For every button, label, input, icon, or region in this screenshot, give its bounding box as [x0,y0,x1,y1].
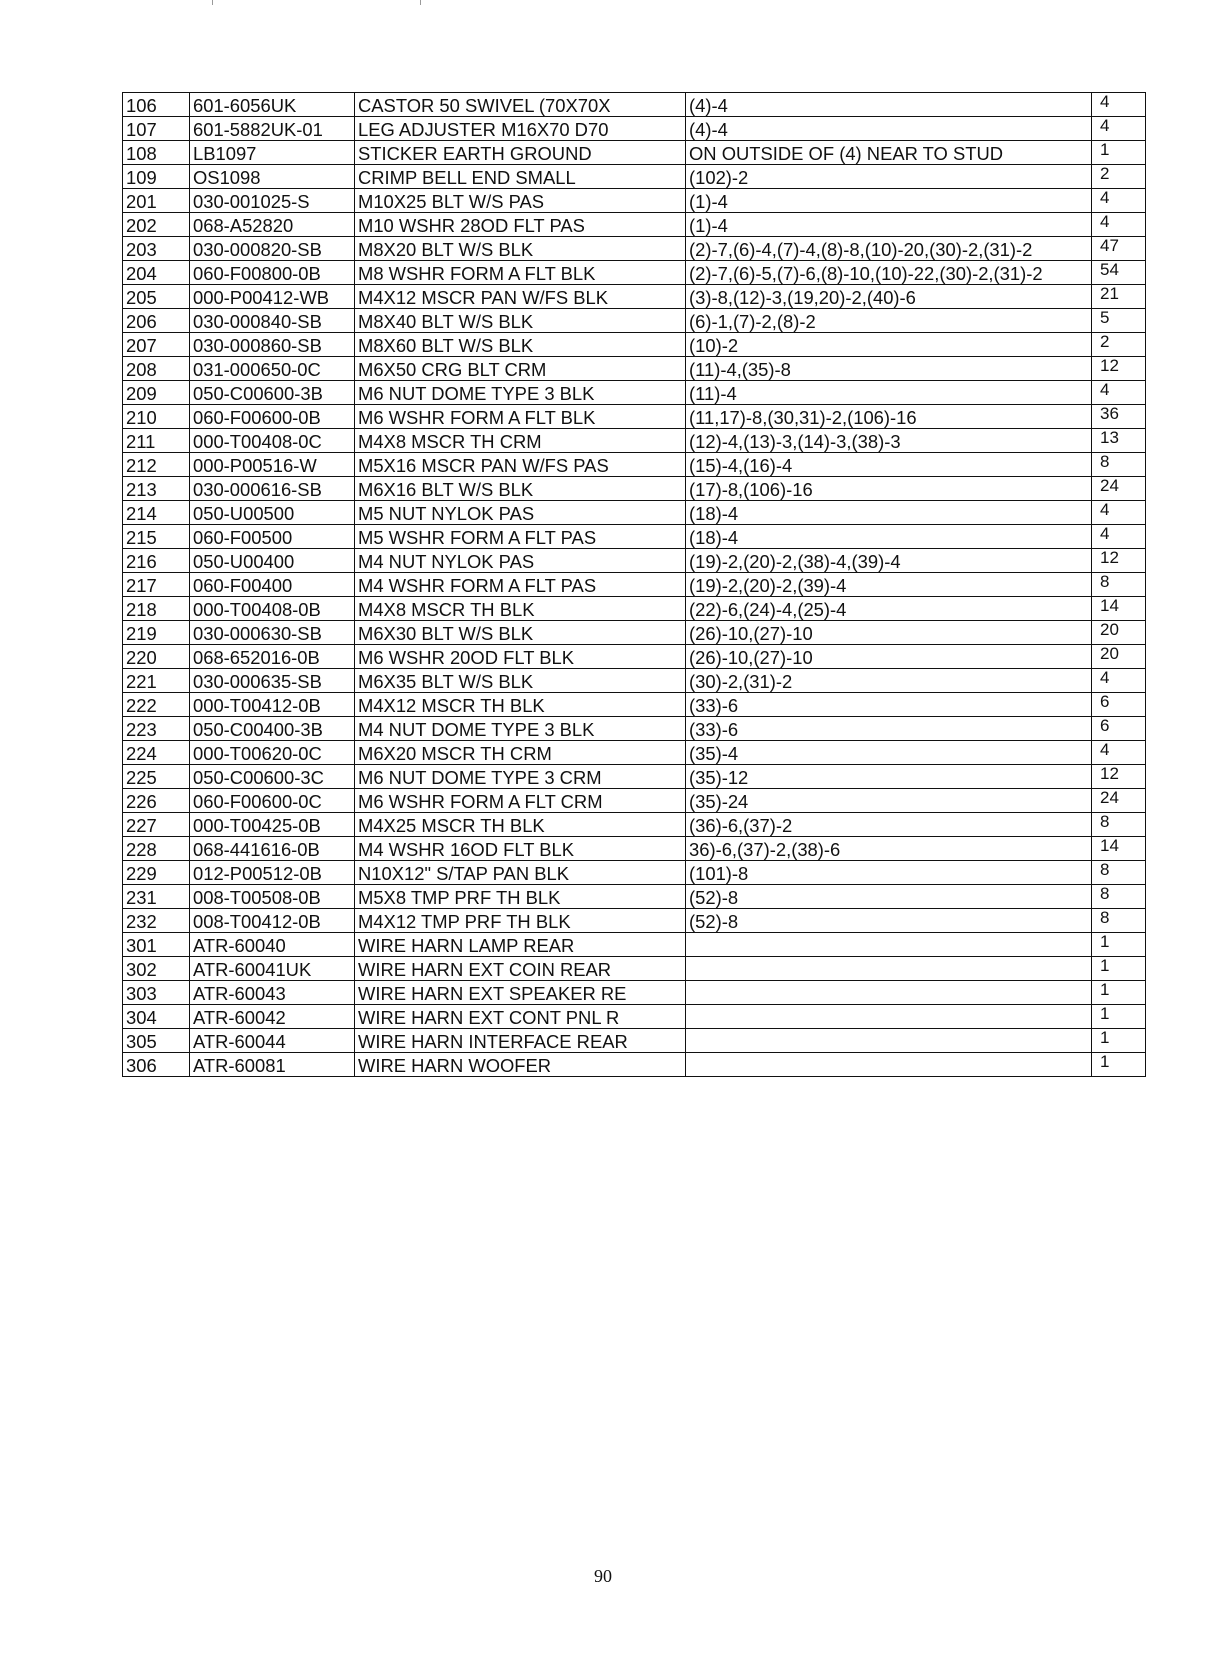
part-number-cell: 601-5882UK-01 [190,117,355,141]
table-row [123,1005,1146,1029]
part-number-cell: 030-000840-SB [190,309,355,333]
reference-cell [686,1053,1092,1077]
reference-cell: (3)-8,(12)-3,(19,20)-2,(40)-6 [686,285,1092,309]
description-cell: WIRE HARN EXT SPEAKER RE [355,981,686,1005]
description-cell: M6X16 BLT W/S BLK [355,477,686,501]
reference-cell: (1)-4 [686,213,1092,237]
table-row [123,117,1146,141]
part-number-cell: 060-F00600-0C [190,789,355,813]
quantity-cell: 54 [1092,261,1146,285]
item-number-cell: 224 [123,741,190,765]
quantity-cell: 4 [1092,741,1146,765]
part-number-cell: 008-T00508-0B [190,885,355,909]
part-number-cell: 012-P00512-0B [190,861,355,885]
quantity-cell: 5 [1092,309,1146,333]
item-number-cell: 225 [123,765,190,789]
parts-list-body [123,93,1146,1077]
table-row [123,909,1146,933]
quantity-cell: 1 [1092,1029,1146,1053]
description-cell: M10X25 BLT W/S PAS [355,189,686,213]
description-cell: M4 WSHR 16OD FLT BLK [355,837,686,861]
reference-cell: (52)-8 [686,909,1092,933]
quantity-cell: 8 [1092,885,1146,909]
reference-cell: (17)-8,(106)-16 [686,477,1092,501]
part-number-cell: 030-000616-SB [190,477,355,501]
description-cell: M8X20 BLT W/S BLK [355,237,686,261]
reference-cell: (2)-7,(6)-5,(7)-6,(8)-10,(10)-22,(30)-2,(31)-2 [686,261,1092,285]
item-number-cell: 226 [123,789,190,813]
table-row [123,645,1146,669]
description-cell: M5 WSHR FORM A FLT PAS [355,525,686,549]
quantity-cell: 12 [1092,357,1146,381]
description-cell: M4X25 MSCR TH BLK [355,813,686,837]
quantity-cell: 8 [1092,453,1146,477]
part-number-cell: 030-000860-SB [190,333,355,357]
quantity-cell: 8 [1092,573,1146,597]
part-number-cell: 000-T00620-0C [190,741,355,765]
quantity-cell: 24 [1092,477,1146,501]
item-number-cell: 218 [123,597,190,621]
quantity-cell: 2 [1092,333,1146,357]
description-cell: M4 NUT NYLOK PAS [355,549,686,573]
table-row [123,861,1146,885]
table-row [123,525,1146,549]
description-cell: WIRE HARN EXT COIN REAR [355,957,686,981]
table-row [123,957,1146,981]
quantity-cell: 14 [1092,837,1146,861]
item-number-cell: 203 [123,237,190,261]
quantity-cell: 6 [1092,717,1146,741]
table-row [123,1053,1146,1077]
part-number-cell: 068-441616-0B [190,837,355,861]
part-number-cell: ATR-60041UK [190,957,355,981]
table-row [123,429,1146,453]
reference-cell: (35)-4 [686,741,1092,765]
part-number-cell: LB1097 [190,141,355,165]
reference-cell: (4)-4 [686,93,1092,117]
part-number-cell: 030-001025-S [190,189,355,213]
reference-cell: (4)-4 [686,117,1092,141]
quantity-cell: 4 [1092,501,1146,525]
reference-cell [686,981,1092,1005]
item-number-cell: 109 [123,165,190,189]
table-row [123,981,1146,1005]
item-number-cell: 306 [123,1053,190,1077]
part-number-cell: 050-C00400-3B [190,717,355,741]
description-cell: M6 WSHR FORM A FLT CRM [355,789,686,813]
reference-cell: (22)-6,(24)-4,(25)-4 [686,597,1092,621]
page-number: 90 [594,1566,612,1586]
part-number-cell: OS1098 [190,165,355,189]
item-number-cell: 108 [123,141,190,165]
part-number-cell: ATR-60042 [190,1005,355,1029]
item-number-cell: 215 [123,525,190,549]
description-cell: CASTOR 50 SWIVEL (70X70X [355,93,686,117]
table-row [123,405,1146,429]
quantity-cell: 8 [1092,861,1146,885]
part-number-cell: 000-P00412-WB [190,285,355,309]
description-cell: M6X30 BLT W/S BLK [355,621,686,645]
quantity-cell: 20 [1092,621,1146,645]
reference-cell: (1)-4 [686,189,1092,213]
item-number-cell: 211 [123,429,190,453]
quantity-cell: 2 [1092,165,1146,189]
reference-cell: (30)-2,(31)-2 [686,669,1092,693]
description-cell: WIRE HARN LAMP REAR [355,933,686,957]
table-row [123,141,1146,165]
item-number-cell: 304 [123,1005,190,1029]
quantity-cell: 47 [1092,237,1146,261]
reference-cell: (101)-8 [686,861,1092,885]
item-number-cell: 220 [123,645,190,669]
table-row [123,93,1146,117]
table-row [123,573,1146,597]
description-cell: M8X60 BLT W/S BLK [355,333,686,357]
part-number-cell: 060-F00400 [190,573,355,597]
quantity-cell: 4 [1092,525,1146,549]
description-cell: LEG ADJUSTER M16X70 D70 [355,117,686,141]
part-number-cell: ATR-60040 [190,933,355,957]
item-number-cell: 106 [123,93,190,117]
quantity-cell: 6 [1092,693,1146,717]
item-number-cell: 209 [123,381,190,405]
table-row [123,789,1146,813]
table-row [123,237,1146,261]
item-number-cell: 231 [123,885,190,909]
quantity-cell: 12 [1092,549,1146,573]
item-number-cell: 208 [123,357,190,381]
description-cell: STICKER EARTH GROUND [355,141,686,165]
item-number-cell: 213 [123,477,190,501]
quantity-cell: 1 [1092,933,1146,957]
description-cell: M5X8 TMP PRF TH BLK [355,885,686,909]
quantity-cell: 21 [1092,285,1146,309]
description-cell: M4X8 MSCR TH BLK [355,597,686,621]
table-row [123,717,1146,741]
table-row [123,669,1146,693]
reference-cell: (11)-4,(35)-8 [686,357,1092,381]
description-cell: CRIMP BELL END SMALL [355,165,686,189]
table-row [123,189,1146,213]
quantity-cell: 4 [1092,117,1146,141]
description-cell: M6 NUT DOME TYPE 3 CRM [355,765,686,789]
reference-cell: (11)-4 [686,381,1092,405]
quantity-cell: 4 [1092,93,1146,117]
reference-cell: (10)-2 [686,333,1092,357]
scan-edge-mark [420,0,421,5]
table-row [123,333,1146,357]
table-row [123,765,1146,789]
reference-cell: (35)-12 [686,765,1092,789]
reference-cell: (33)-6 [686,717,1092,741]
description-cell: WIRE HARN INTERFACE REAR [355,1029,686,1053]
quantity-cell: 4 [1092,213,1146,237]
quantity-cell: 14 [1092,597,1146,621]
reference-cell: (18)-4 [686,525,1092,549]
reference-cell: (19)-2,(20)-2,(39)-4 [686,573,1092,597]
description-cell: WIRE HARN WOOFER [355,1053,686,1077]
description-cell: N10X12" S/TAP PAN BLK [355,861,686,885]
quantity-cell: 8 [1092,813,1146,837]
description-cell: M4X12 MSCR TH BLK [355,693,686,717]
reference-cell [686,933,1092,957]
item-number-cell: 202 [123,213,190,237]
part-number-cell: 068-A52820 [190,213,355,237]
table-row [123,549,1146,573]
description-cell: M4X12 MSCR PAN W/FS BLK [355,285,686,309]
item-number-cell: 227 [123,813,190,837]
part-number-cell: 050-U00400 [190,549,355,573]
part-number-cell: 060-F00800-0B [190,261,355,285]
quantity-cell: 4 [1092,381,1146,405]
item-number-cell: 229 [123,861,190,885]
parts-list-table [122,92,1146,1077]
quantity-cell: 4 [1092,189,1146,213]
table-row [123,309,1146,333]
table-row [123,597,1146,621]
quantity-cell: 4 [1092,669,1146,693]
reference-cell: (36)-6,(37)-2 [686,813,1092,837]
item-number-cell: 201 [123,189,190,213]
table-row [123,357,1146,381]
part-number-cell: 000-T00408-0C [190,429,355,453]
item-number-cell: 212 [123,453,190,477]
reference-cell [686,957,1092,981]
part-number-cell: 000-T00425-0B [190,813,355,837]
table-row [123,285,1146,309]
table-row [123,477,1146,501]
description-cell: M4 WSHR FORM A FLT PAS [355,573,686,597]
description-cell: M6X35 BLT W/S BLK [355,669,686,693]
item-number-cell: 205 [123,285,190,309]
part-number-cell: 050-C00600-3B [190,381,355,405]
table-row [123,885,1146,909]
part-number-cell: 050-C00600-3C [190,765,355,789]
item-number-cell: 204 [123,261,190,285]
description-cell: WIRE HARN EXT CONT PNL R [355,1005,686,1029]
reference-cell: (2)-7,(6)-4,(7)-4,(8)-8,(10)-20,(30)-2,(31)-2 [686,237,1092,261]
quantity-cell: 12 [1092,765,1146,789]
reference-cell: (18)-4 [686,501,1092,525]
part-number-cell: ATR-60043 [190,981,355,1005]
quantity-cell: 36 [1092,405,1146,429]
part-number-cell: 050-U00500 [190,501,355,525]
table-row [123,453,1146,477]
item-number-cell: 228 [123,837,190,861]
part-number-cell: 030-000635-SB [190,669,355,693]
part-number-cell: 031-000650-0C [190,357,355,381]
item-number-cell: 303 [123,981,190,1005]
description-cell: M5 NUT NYLOK PAS [355,501,686,525]
reference-cell: (12)-4,(13)-3,(14)-3,(38)-3 [686,429,1092,453]
quantity-cell: 1 [1092,1005,1146,1029]
part-number-cell: 030-000630-SB [190,621,355,645]
description-cell: M8 WSHR FORM A FLT BLK [355,261,686,285]
quantity-cell: 8 [1092,909,1146,933]
part-number-cell: ATR-60044 [190,1029,355,1053]
item-number-cell: 305 [123,1029,190,1053]
table-row [123,261,1146,285]
description-cell: M4X12 TMP PRF TH BLK [355,909,686,933]
part-number-cell: ATR-60081 [190,1053,355,1077]
table-row [123,813,1146,837]
description-cell: M6X20 MSCR TH CRM [355,741,686,765]
description-cell: M4X8 MSCR TH CRM [355,429,686,453]
description-cell: M8X40 BLT W/S BLK [355,309,686,333]
table-row [123,165,1146,189]
description-cell: M6 WSHR 20OD FLT BLK [355,645,686,669]
table-row [123,381,1146,405]
reference-cell: (52)-8 [686,885,1092,909]
reference-cell: ON OUTSIDE OF (4) NEAR TO STUD [686,141,1092,165]
quantity-cell: 1 [1092,141,1146,165]
part-number-cell: 030-000820-SB [190,237,355,261]
part-number-cell: 068-652016-0B [190,645,355,669]
description-cell: M6X50 CRG BLT CRM [355,357,686,381]
part-number-cell: 000-T00412-0B [190,693,355,717]
table-row [123,213,1146,237]
item-number-cell: 210 [123,405,190,429]
reference-cell: (15)-4,(16)-4 [686,453,1092,477]
item-number-cell: 223 [123,717,190,741]
part-number-cell: 601-6056UK [190,93,355,117]
quantity-cell: 1 [1092,1053,1146,1077]
quantity-cell: 1 [1092,957,1146,981]
description-cell: M6 WSHR FORM A FLT BLK [355,405,686,429]
description-cell: M4 NUT DOME TYPE 3 BLK [355,717,686,741]
quantity-cell: 24 [1092,789,1146,813]
item-number-cell: 216 [123,549,190,573]
description-cell: M10 WSHR 28OD FLT PAS [355,213,686,237]
description-cell: M6 NUT DOME TYPE 3 BLK [355,381,686,405]
reference-cell [686,1029,1092,1053]
reference-cell: (11,17)-8,(30,31)-2,(106)-16 [686,405,1092,429]
reference-cell: (19)-2,(20)-2,(38)-4,(39)-4 [686,549,1092,573]
reference-cell: (33)-6 [686,693,1092,717]
description-cell: M5X16 MSCR PAN W/FS PAS [355,453,686,477]
part-number-cell: 000-P00516-W [190,453,355,477]
item-number-cell: 302 [123,957,190,981]
quantity-cell: 1 [1092,981,1146,1005]
reference-cell: (6)-1,(7)-2,(8)-2 [686,309,1092,333]
quantity-cell: 13 [1092,429,1146,453]
table-row [123,933,1146,957]
table-row [123,501,1146,525]
item-number-cell: 217 [123,573,190,597]
quantity-cell: 20 [1092,645,1146,669]
reference-cell: (35)-24 [686,789,1092,813]
item-number-cell: 222 [123,693,190,717]
reference-cell: 36)-6,(37)-2,(38)-6 [686,837,1092,861]
part-number-cell: 000-T00408-0B [190,597,355,621]
scan-edge-mark [212,0,213,5]
table-row [123,621,1146,645]
item-number-cell: 232 [123,909,190,933]
table-row [123,1029,1146,1053]
reference-cell: (26)-10,(27)-10 [686,645,1092,669]
item-number-cell: 301 [123,933,190,957]
item-number-cell: 219 [123,621,190,645]
table-row [123,693,1146,717]
part-number-cell: 060-F00500 [190,525,355,549]
reference-cell [686,1005,1092,1029]
table-row [123,837,1146,861]
table-row [123,741,1146,765]
item-number-cell: 214 [123,501,190,525]
part-number-cell: 060-F00600-0B [190,405,355,429]
item-number-cell: 107 [123,117,190,141]
item-number-cell: 206 [123,309,190,333]
reference-cell: (102)-2 [686,165,1092,189]
item-number-cell: 207 [123,333,190,357]
item-number-cell: 221 [123,669,190,693]
part-number-cell: 008-T00412-0B [190,909,355,933]
reference-cell: (26)-10,(27)-10 [686,621,1092,645]
